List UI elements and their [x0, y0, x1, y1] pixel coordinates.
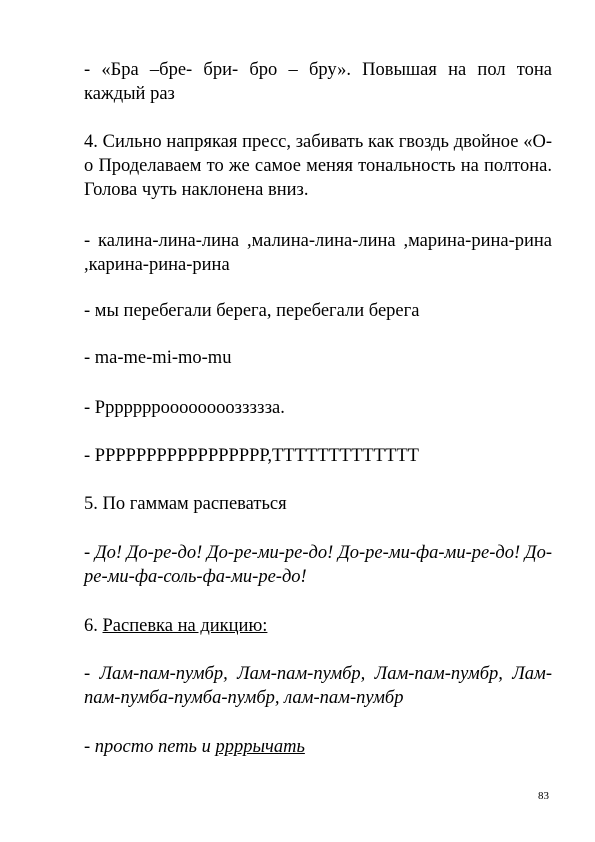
paragraph-roza: - Рррррррооооооооззззза.	[84, 398, 285, 418]
rrrychat-text: - просто петь и	[84, 737, 216, 757]
paragraph-do-re-mi: - До! До-ре-до! До-ре-ми-ре-до! До-ре-ми-фа-ми-ре-до! До-ре-ми-фа-соль-фа-ми-ре-до!	[84, 543, 552, 587]
page-number: 83	[538, 790, 549, 802]
exercise-6-number: 6.	[84, 616, 103, 636]
paragraph-beregа: - мы перебегали берега, перебегали берега	[84, 301, 420, 321]
paragraph-rrrychat	[84, 735, 552, 759]
paragraph-r-t: - РРРРРРРРРРРРРРРРР,ТТТТТТТТТТТТТ	[84, 446, 419, 466]
paragraph-kalina: - калина-лина-лина ,малина-лина-лина ,марина-рина-рина ,карина-рина-рина	[84, 231, 552, 275]
paragraph-exercise-5: 5. По гаммам распеваться	[84, 494, 287, 514]
paragraph-exercise-6	[84, 614, 552, 638]
paragraph-ma-me-mi: - ma-me-mi-mo-mu	[84, 348, 232, 368]
rrrychat-underlined: ррррычать	[215, 737, 305, 757]
paragraph-exercise-4: 4. Сильно напрякая пресс, забивать как гвоздь двойное «О-о Проделаваем то же самое меняя тональность на полтона. Голова чуть наклонена вниз.	[84, 132, 552, 200]
paragraph-lam-pam: - Лам-пам-пумбр, Лам-пам-пумбр, Лам-пам-пумбр, Лам-пам-пумба-пумба-пумбр, лам-пам-пумбр	[84, 664, 552, 708]
paragraph-bra-bre: - «Бра –бре- бри- бро – бру». Повышая на пол тона каждый раз	[84, 60, 552, 104]
exercise-6-heading: Распевка на дикцию:	[102, 616, 268, 636]
